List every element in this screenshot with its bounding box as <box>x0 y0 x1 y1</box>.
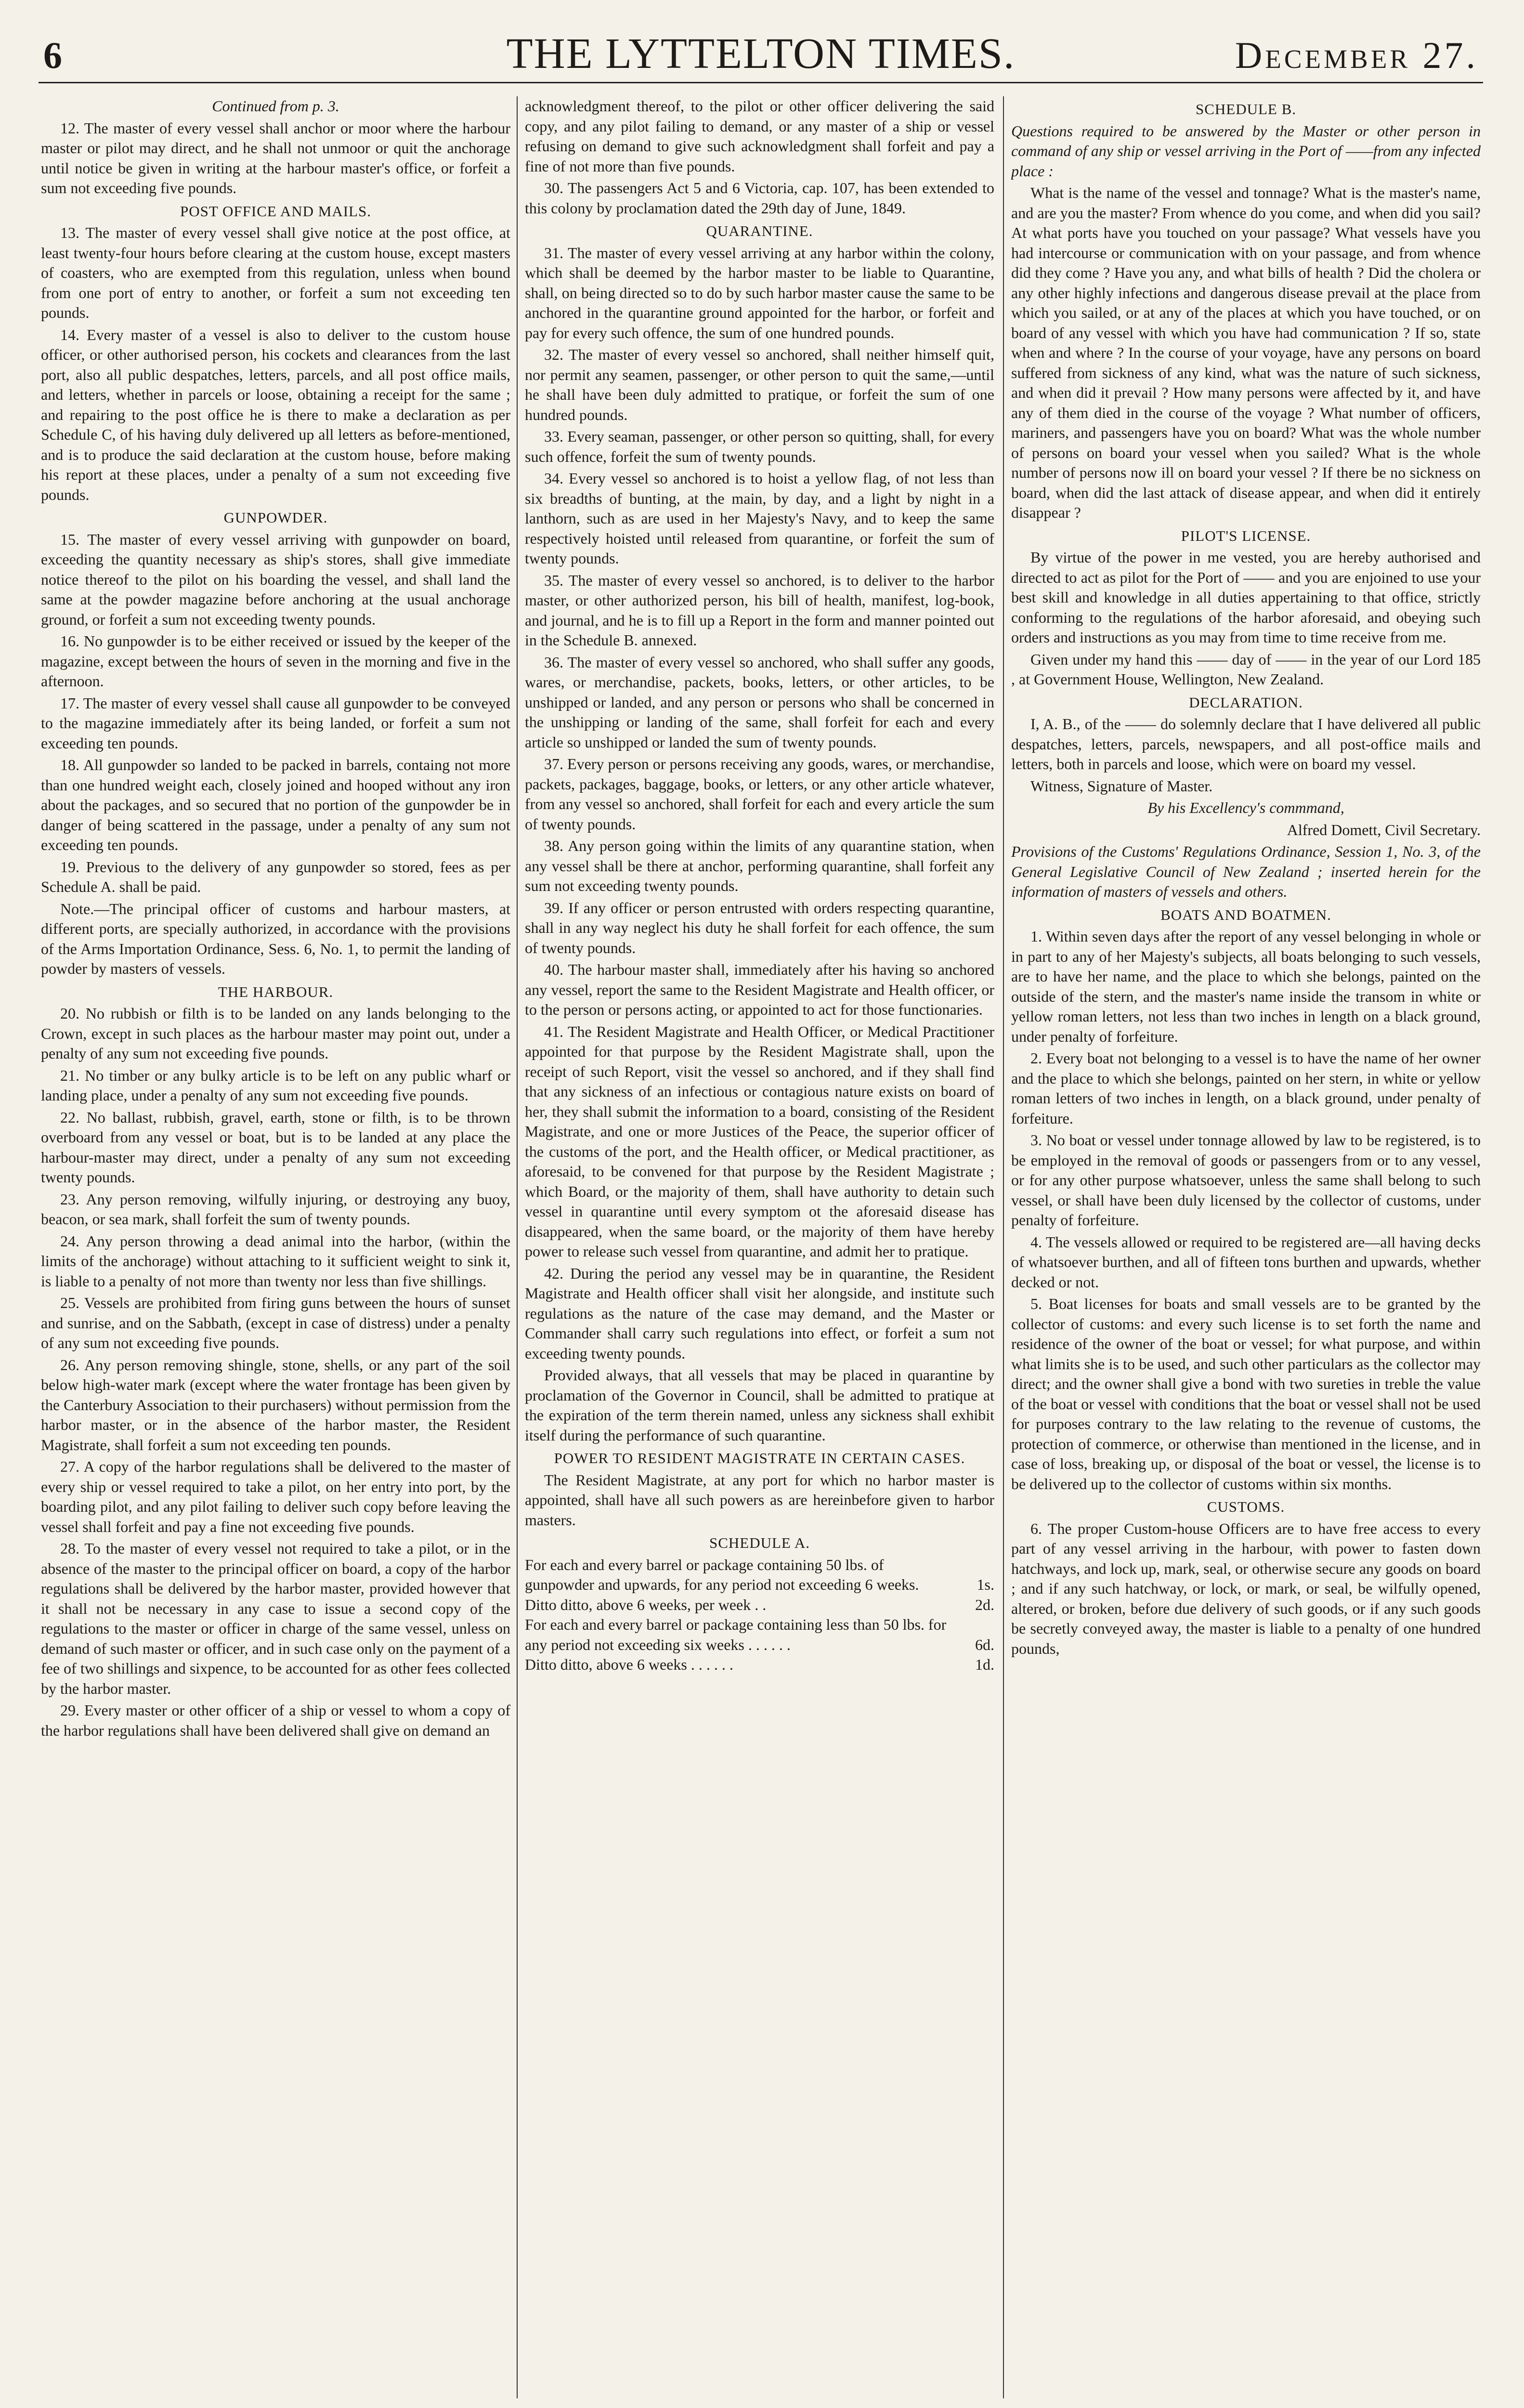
paragraph: Witness, Signature of Master. <box>1030 777 1213 795</box>
paragraph: 18. All gunpowder so landed to be packed in barrels, containg not more than one hundred weight each, closely joined and hooped without any iron about the packages, and so secured that no portion of the gunpowder be in danger of being scattered in the passage, under a penalty of any sum not exceeding ten pounds. <box>41 756 510 853</box>
schedule-fee: 2d. <box>975 1596 994 1613</box>
paragraph: 13. The master of every vessel shall give notice at the post office, at least twenty-four hours before clearing at the custom house, except masters of coasters, who are exempted from this regulation, unless when bound from one port of entry to another, or forfeit a sum not exceeding ten pounds. <box>41 224 510 321</box>
paragraph: 17. The master of every vessel shall cause all gunpowder to be conveyed to the magazine immediately after its being landed, or forfeit a sum not exceeding ten pounds. <box>41 694 510 752</box>
paragraph: Continued from p. 3. <box>212 97 339 115</box>
paragraph: Note.—The principal officer of customs and harbour masters, at different ports, are specially authorized, in accordance with the provisions of the Arms Importation Ordinance, Sess. 6, No. 1, to permit the landing of powder by masters of vessels. <box>41 900 510 977</box>
paragraph: 30. The passengers Act 5 and 6 Victoria, cap. 107, has been extended to this colony by proclamation dated the 29th day of June, 1849. <box>525 179 994 217</box>
paragraph: 40. The harbour master shall, immediately after his having so anchored any vessel, report the same to the Resident Magistrate and Health officer, or to the person or persons acting, or appointed to act for those functionaries. <box>525 961 994 1018</box>
page-number: 6 <box>43 34 62 76</box>
paragraph: 35. The master of every vessel so anchored, is to deliver to the harbor master, or other authorized person, his bill of health, manifest, log-book, and journal, and he is to fill up a Report in the form and manner pointed out in the Schedule B. annexed. <box>525 571 994 649</box>
paragraph: Provided always, that all vessels that may be placed in quarantine by proclamation of the Governor in Council, shall be admitted to pratique at the expiration of the term therein named, unless any sickness shall exhibit itself during the performance of such quarantine. <box>525 1366 994 1444</box>
section-heading: CUSTOMS. <box>1207 1498 1285 1515</box>
column-rule <box>1003 96 1004 2398</box>
paragraph: 33. Every seaman, passenger, or other person so quitting, shall, for every such offence, forfeit the sum of twenty pounds. <box>525 428 994 465</box>
paragraph: 28. To the master of every vessel not required to take a pilot, or in the absence of the master to the principal officer on board, a copy of the harbor regulations shall be delivered by the harbor master, provided however that it shall not be necessary in any case to issue a second copy of the regulations to the master or officer in charge of the same vessel, unless on demand of such master or officer, and in such case only on the payment of a fee of two shillings and sixpence, to be accounted for as other fees collected by the harbor master. <box>41 1540 510 1697</box>
schedule-fee: 6d. <box>975 1636 994 1653</box>
schedule-fee: 1d. <box>975 1656 994 1673</box>
schedule-a-table <box>525 1555 994 1675</box>
schedule-item: For each and every barrel or package containing 50 lbs. of gunpowder and upwards, for any period not exceeding 6 weeks. <box>525 1556 919 1593</box>
issue-date: December 27. <box>1235 34 1478 76</box>
paragraph: The Resident Magistrate, at any port for which no harbor master is appointed, shall have all such powers as are hereinbefore given to harbor masters. <box>525 1471 994 1529</box>
paragraph: 20. No rubbish or filth is to be landed on any lands belonging to the Crown, except in such places as the harbour master may point out, under a penalty of any sum not exceeding five pounds. <box>41 1005 510 1062</box>
paragraph: What is the name of the vessel and tonnage? What is the master's name, and are you the master? From whence do you come, and when did you sail? At what ports have you touched on your passage? What vessels have you had intercourse or communication with on your passage, and from whence did they come ? Have you any, and what bills of health ? Did the cholera or any other highly infections and dangerous disease prevail at the place from which you sailed, or at any of the places at which you have touched, or on board of any vessel with which you have had communication ? If so, state when and where ? In the course of your voyage, have any persons on board suffered from sickness of any kind, what was the nature of such sickness, and when did it prevail ? How many persons were affected by it, and have any of them died in the course of the voyage ? What number of officers, mariners, and passengers have you on board? What was the whole number of persons on board your vessel when you sailed? What is the whole number of persons now ill on board your vessel ? If there be no sickness on board, when did the last attack of disease appear, and when did it entirely disappear ? <box>1011 184 1481 521</box>
column-2 <box>525 96 994 2398</box>
newspaper-title: THE LYTTELTON TIMES. <box>506 30 1016 78</box>
column-3 <box>1011 96 1481 2398</box>
schedule-a-heading: SCHEDULE A. <box>709 1534 810 1551</box>
paragraph: 3. No boat or vessel under tonnage allowed by law to be registered, is to be employed in the removal of goods or passengers from or to any vessel, or for any other purpose whatsoever, unless the same shall belong to such vessel, or shall have been duly licensed by the collector of customs, under penalty of forfeiture. <box>1011 1131 1481 1229</box>
paragraph: 4. The vessels allowed or required to be registered are—all having decks of whatsoever burthen, and all of fifteen tons burthen and upwards, whether decked or not. <box>1011 1233 1481 1291</box>
schedule-item: Ditto ditto, above 6 weeks, per week . . <box>525 1596 767 1613</box>
paragraph: 24. Any person throwing a dead animal into the harbor, (within the limits of the anchorage) without attaching to it sufficient weight to sink it, is liable to a penalty of not more than twenty nor less than five shillings. <box>41 1232 510 1290</box>
section-heading: THE HARBOUR. <box>218 983 334 1000</box>
paragraph: 6. The proper Custom-house Officers are to have free access to every part of any vessel arriving in the harbour, with power to fasten down hatchways, and lock up, mark, seal, or otherwise secure any goods on board ; and if any such hatchway, or lock, or mark, or seal, be wilfully opened, altered, or broken, before due delivery of such goods, or if any such goods be secretly conveyed away, the master is liable to a penalty of one hundred pounds, <box>1011 1519 1481 1657</box>
paragraph: By virtue of the power in me vested, you are hereby authorised and directed to act as pilot for the Port of —— and you are enjoined to use your best skill and knowledge in all duties appertaining to that office, strictly conforming to the regulations of the harbor aforesaid, and obeying such orders and instructions as you may from time to time receive from me. <box>1011 549 1481 646</box>
paragraph: 1. Within seven days after the report of any vessel belonging in whole or in part to any of her Majesty's subjects, all boats belonging to such vessels, are to have her name, and the place to which she belongs, painted on the outside of the stern, and the master's name inside the transom in white or yellow roman letters, not less than two inches in length on a black ground, under penalty of forfeiture. <box>1011 928 1481 1045</box>
paragraph: I, A. B., of the —— do solemnly declare that I have delivered all public despatches, letters, parcels, newspapers, and all post-office mails and letters, both in parcels and loose, which were on board my vessel. <box>1011 715 1481 772</box>
paragraph: 25. Vessels are prohibited from firing guns between the hours of sunset and sunrise, and on the Sabbath, (except in case of distress) under a penalty of any sum not exceeding five pounds. <box>41 1294 510 1351</box>
paragraph: 27. A copy of the harbor regulations shall be delivered to the master of every ship or vessel required to take a pilot, on her entry into port, by the boarding pilot, and any pilot failing to deliver such copy before leaving the vessel shall forfeit and pay a fine not exceeding five pounds. <box>41 1458 510 1535</box>
schedule-row <box>525 1595 994 1615</box>
paragraph: 15. The master of every vessel arriving with gunpowder on board, exceeding the quantity necessary as ship's stores, shall give immediate notice thereof to the pilot on his boarding the vessel, and shall land the same at the powder magazine before anchoring at the usual anchorage ground, or forfeit a sum not exceeding twenty pounds. <box>41 530 510 628</box>
paragraph: 34. Every vessel so anchored is to hoist a yellow flag, of not less than six breadths of bunting, at the main, by day, and a light by night in a lanthorn, such as are used in her Majesty's Navy, and to keep the same respectively hoisted until released from quarantine, or forfeit the sum of twenty pounds. <box>525 470 994 567</box>
paragraph: 16. No gunpowder is to be either received or issued by the keeper of the magazine, except between the hours of seven in the morning and five in the afternoon. <box>41 632 510 690</box>
paragraph: 23. Any person removing, wilfully injuring, or destroying any buoy, beacon, or sea mark, shall forfeit the sum of twenty pounds. <box>41 1190 510 1228</box>
paragraph: 38. Any person going within the limits of any quarantine station, when any vessel shall be there at anchor, performing quarantine, shall forfeit any sum not exceeding twenty pounds. <box>525 837 994 894</box>
section-heading: BOATS AND BOATMEN. <box>1160 906 1331 923</box>
section-heading: GUNPOWDER. <box>223 509 328 526</box>
schedule-row <box>525 1615 994 1655</box>
paragraph: 2. Every boat not belonging to a vessel is to have the name of her owner and the place to which she belongs, painted on her stern, in white or yellow roman letters of two inches in length, on a black ground, under penalty of forfeiture. <box>1011 1049 1481 1127</box>
paragraph: 21. No timber or any bulky article is to be left on any public wharf or landing place, under a penalty of any sum not exceeding five pounds. <box>41 1066 510 1104</box>
masthead <box>39 29 1483 83</box>
section-heading: POST OFFICE AND MAILS. <box>180 202 371 220</box>
paragraph: 37. Every person or persons receiving any goods, wares, or merchandise, packets, packages, baggage, books, or letters, or any other article whatever, from any vessel so anchored, shall forfeit for each and every article the sum of twenty pounds. <box>525 755 994 833</box>
paragraph: By his Excellency's commmand, <box>1147 799 1344 816</box>
column-rule <box>517 96 518 2398</box>
schedule-row <box>525 1555 994 1595</box>
paragraph: 19. Previous to the delivery of any gunpowder so stored, fees as per Schedule A. shall be paid. <box>41 858 510 895</box>
paragraph: Provisions of the Customs' Regulations Ordinance, Session 1, No. 3, of the General Legislative Council of New Zealand ; inserted herein for the information of masters of vessels and others. <box>1011 843 1481 900</box>
paragraph: 32. The master of every vessel so anchored, shall neither himself quit, nor permit any seamen, passenger, or other person to quit the same,—until he shall have been duly admitted to pratique, or forfeit the sum of one hundred pounds. <box>525 346 994 423</box>
section-heading: PILOT'S LICENSE. <box>1181 527 1311 544</box>
paragraph: 22. No ballast, rubbish, gravel, earth, stone or filth, is to be thrown overboard from any vessel or boat, but is to be landed at any place the harbour-master may direct, under a penalty of any sum not exceeding twenty pounds. <box>41 1108 510 1186</box>
paragraph: 29. Every master or other officer of a ship or vessel to whom a copy of the harbor regulations shall have been delivered shall give on demand an <box>41 1701 510 1739</box>
paragraph: 14. Every master of a vessel is also to deliver to the custom house officer, or other authorised person, his cockets and clearances from the last port, also all public despatches, letters, parcels, and all post office mails, and letters, whether in parcels or loose, obtaining a receipt for the same ; and repairing to the post office he is there to make a declaration as per Schedule C, of his having duly delivered up all letters as before-mentioned, and is to produce the said declaration at the custom house, before making his report at these places, under a penalty of a sum not exceeding five pounds. <box>41 326 510 503</box>
paragraph: 12. The master of every vessel shall anchor or moor where the harbour master or pilot may direct, and he shall not unmoor or quit the anchorage until notice be given in writing at the harbour master's office, or forfeit a sum not exceeding five pounds. <box>41 119 510 196</box>
paragraph: 39. If any officer or person entrusted with orders respecting quarantine, shall in any way neglect his duty he shall forfeit for each offence, the sum of twenty pounds. <box>525 899 994 956</box>
schedule-item: For each and every barrel or package containing less than 50 lbs. for any period not exceeding six weeks . . . . . . <box>525 1616 947 1653</box>
paragraph: 36. The master of every vessel so anchored, who shall suffer any goods, wares, or merchandise, packets, books, letters, or other articles, to be unshipped or landed, and any person or persons who shall be concerned in the unshipping or landing of the same, shall forfeit for each and every article so unshipped or landed the sum of twenty pounds. <box>525 653 994 751</box>
schedule-item: Ditto ditto, above 6 weeks . . . . . . <box>525 1656 733 1673</box>
section-heading: QUARANTINE. <box>706 222 813 239</box>
paragraph: 31. The master of every vessel arriving at any harbor within the colony, which shall be deemed by the harbor master to be liable to Quarantine, shall, on being directed so to do by such harbor master cause the same to be anchored in the quarantine ground appointed for the harbor, or forfeit and pay for every such offence, the sum of one hundred pounds. <box>525 244 994 341</box>
paragraph: 41. The Resident Magistrate and Health Officer, or Medical Practitioner appointed for that purpose by the Resident Magistrate shall, upon the receipt of such Report, visit the vessel so anchored, and if they shall find that any sickness of an infectious or contagious nature exists on board of her, they shall submit the information to a board, consisting of the Resident Magistrate, and one or more Justices of the Peace, the superior officer of the customs of the port, and the Health officer, or Medical practitioner, as aforesaid, to be convened for that purpose by the Resident Magistrate ; which Board, or the majority of them, shall have authority to detain such vessel in quarantine until every symptom ot the aforesaid disease has disappeared, when the same board, or the majority of them have hereby power to release such vessel from quarantine, and admit her to pratique. <box>525 1022 994 1260</box>
paragraph: Questions required to be answered by the Master or other person in command of any ship or vessel arriving in the Port of ——from any infected place : <box>1011 122 1481 180</box>
section-heading: DECLARATION. <box>1189 694 1303 711</box>
paragraph: 42. During the period any vessel may be in quarantine, the Resident Magistrate and Health officer shall visit her alongside, and institute such regulations as the nature of the case may demand, and the Master or Commander shall carry such regulations into effect, or forfeit a sum not exceeding twenty pounds. <box>525 1264 994 1362</box>
paragraph: 5. Boat licenses for boats and small vessels are to be granted by the collector of customs: and every such license is to set forth the name and residence of the owner of the boat or vessel; for what purpose, and within what limits she is to be used, and such other particulars as the collector may direct; and the owner shall give a bond with two sureties in treble the value of the boat or vessel with conditions that the boat or vessel shall not be used for purposes contrary to the law relating to the revenue of customs, the protection of commerce, or otherwise than mentioned in the license, and in case of loss, breaking up, or disposal of the boat or vessel, the license is to be delivered up to the collector of customs within six months. <box>1011 1295 1481 1492</box>
column-1 <box>41 96 510 2398</box>
section-heading: POWER TO RESIDENT MAGISTRATE IN CERTAIN CASES. <box>554 1450 965 1466</box>
schedule-fee: 1s. <box>977 1576 994 1593</box>
schedule-row <box>525 1655 994 1675</box>
paragraph: acknowledgment thereof, to the pilot or other officer delivering the said copy, and any pilot failing to demand, or any master of a ship or vessel refusing on demand to give such acknowledgment shall forfeit and pay a fine of not more than five pounds. <box>525 97 994 175</box>
paragraph: Given under my hand this —— day of —— in the year of our Lord 185 , at Government House, Wellington, New Zealand. <box>1011 650 1481 688</box>
paragraph: 26. Any person removing shingle, stone, shells, or any part of the soil below high-water mark (except where the water frontage has been given by the Canterbury Association to their purchasers) without permission from the harbor master, or in the absence of the harbor master, the Resident Magistrate, shall forfeit a sum not exceeding ten pounds. <box>41 1356 510 1453</box>
paragraph: Alfred Domett, Civil Secretary. <box>1287 821 1481 838</box>
section-heading: SCHEDULE B. <box>1195 101 1297 118</box>
